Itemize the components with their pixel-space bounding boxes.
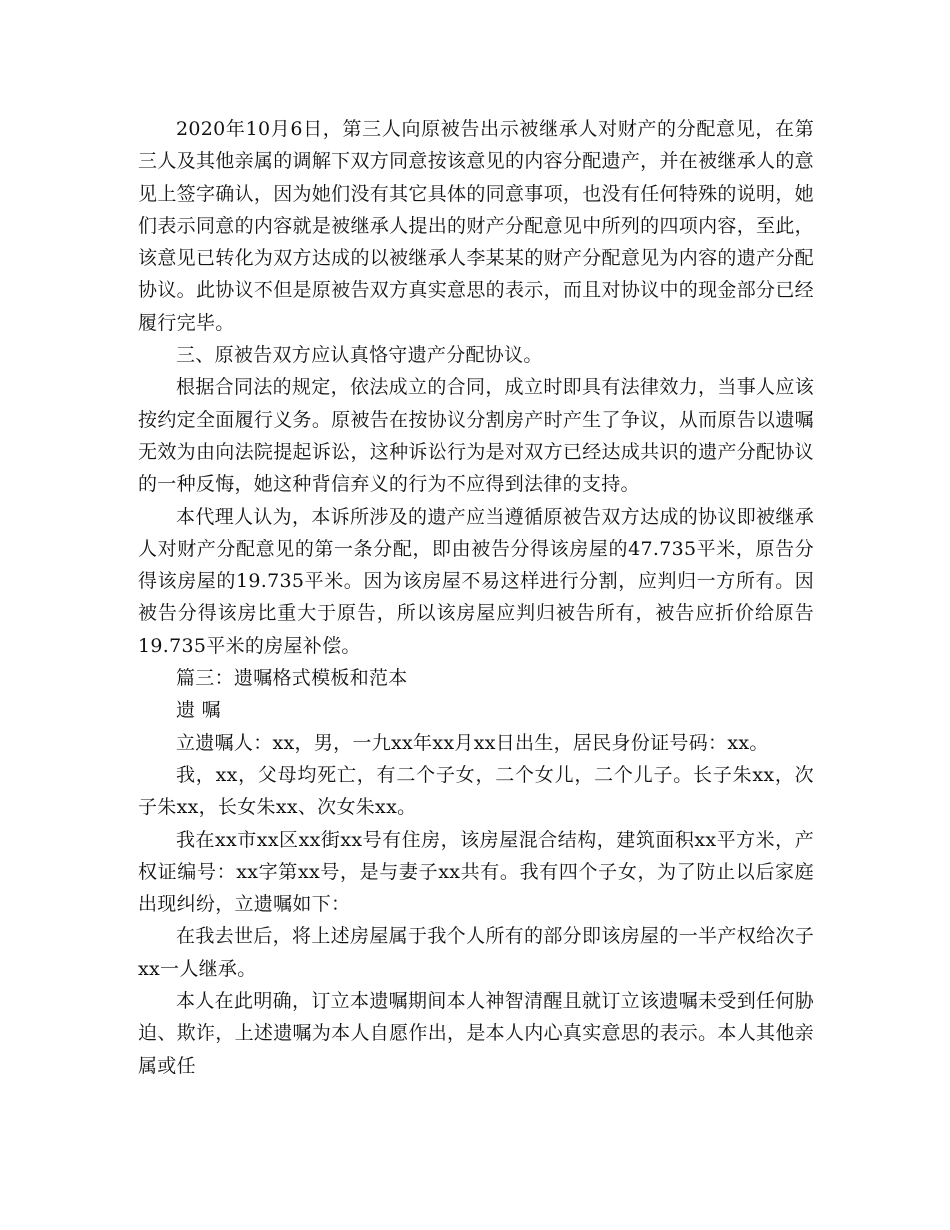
paragraph-inheritance: 在我去世后，将上述房屋属于我个人所有的部分即该房屋的一半产权给次子xx一人继承。	[138, 925, 814, 980]
paragraph-contract-law: 根据合同法的规定，依法成立的合同，成立时即具有法律效力，当事人应该按约定全面履行义务。原被告在按协议分割房产时产生了争议，从而原告以遗嘱无效为由向法院提起诉讼，这种诉讼行为是对双方已经达成共识的遗产分配协议的一种反悔，她这种背信弃义的行为不应得到法律的支持。	[138, 376, 814, 496]
paragraph-testator: 立遗嘱人：xx，男，一九xx年xx月xx日出生，居民身份证号码：xx。	[176, 731, 769, 754]
paragraph-declaration: 本人在此明确，订立本遗嘱期间本人神智清醒且就订立该遗嘱未受到任何胁迫、欺诈，上述遗嘱为本人自愿作出，是本人内心真实意思的表示。本人其他亲属或任	[138, 990, 814, 1077]
paragraph-agreement: 2020年10月6日，第三人向原被告出示被继承人对财产的分配意见，在第三人及其他亲属的调解下双方同意按该意见的内容分配遗产，并在被继承人的意见上签字确认，因为她们没有其它具体的同意事项，也没有任何特殊的说明，她们表示同意的内容就是被继承人提出的财产分配意见中所列的四项内容，至此，该意见已转化为双方达成的以被继承人李某某的财产分配意见为内容的遗产分配协议。此协议不但是原被告双方真实意思的表示，而且对协议中的现金部分已经履行完毕。	[138, 118, 814, 334]
document-body	[138, 113, 814, 1082]
paragraph-property: 我在xx市xx区xx街xx号有住房，该房屋混合结构，建筑面积xx平方米，产权证编号：xx字第xx号，是与妻子xx共有。我有四个子女，为了防止以后家庭出现纠纷，立遗嘱如下：	[138, 828, 814, 916]
will-title: 遗 嘱	[176, 699, 221, 722]
paragraph-family: 我，xx，父母均死亡，有二个子女，二个女儿，二个儿子。长子朱xx，次子朱xx，长女朱xx、次女朱xx。	[138, 763, 814, 819]
paragraph-agent-opinion: 本代理人认为，本诉所涉及的遗产应当遵循原被告双方达成的协议即被继承人对财产分配意见的第一条分配，即由被告分得该房屋的47.735平米，原告分得该房屋的19.735平米。因为该房屋不易这样进行分割，应判归一方所有。因被告分得该房比重大于原告，所以该房屋应判归被告所有，被告应折价给原告19.735平米的房屋补偿。	[138, 505, 814, 657]
chapter-title: 篇三：遗嘱格式模板和范本	[176, 667, 408, 690]
section-heading-three: 三、原被告双方应认真恪守遗产分配协议。	[176, 344, 543, 367]
